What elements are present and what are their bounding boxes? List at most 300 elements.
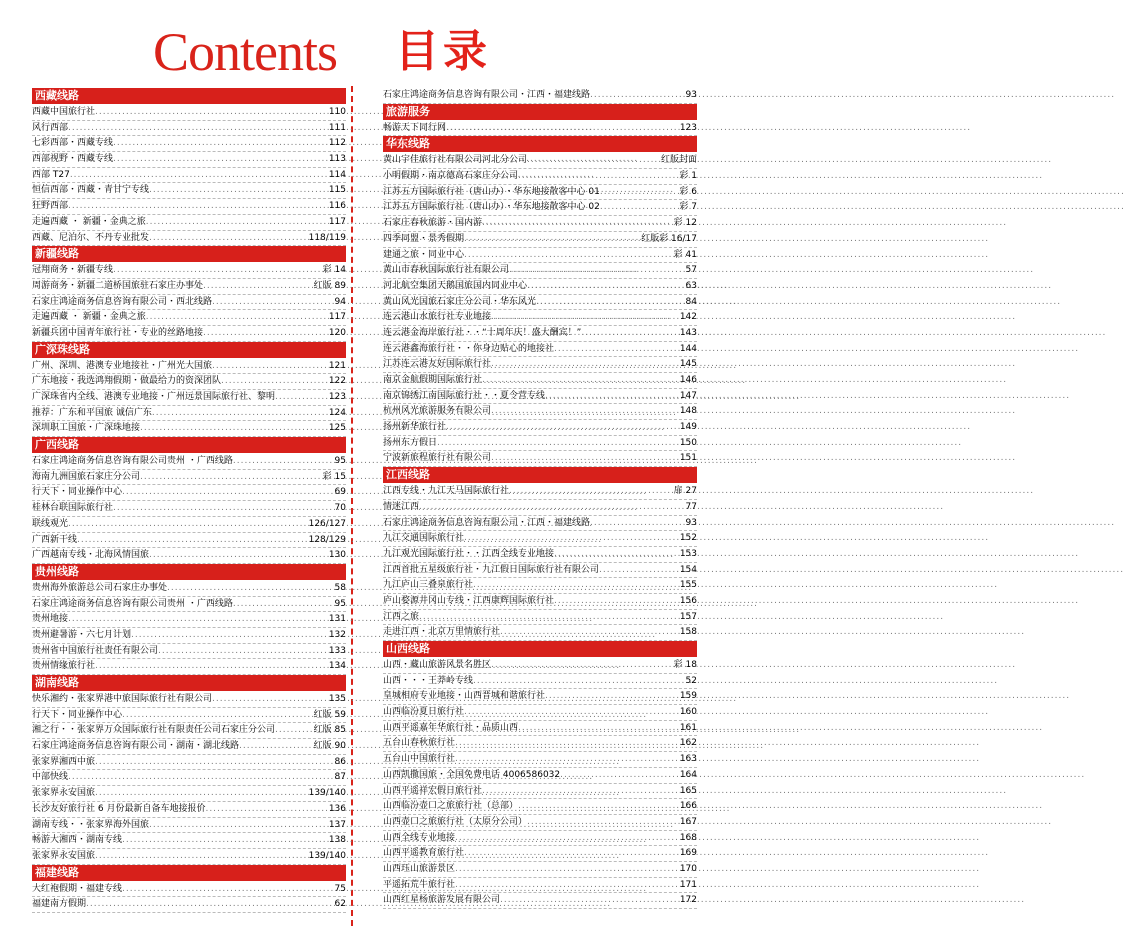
entry-name: 广西越南专线・北海风情国旅: [32, 550, 150, 561]
toc-entry[interactable]: [32, 485, 346, 501]
entry-name: 扬州东方假日: [383, 437, 438, 448]
entry-page: 172: [679, 895, 697, 906]
dot-leader: [113, 136, 327, 151]
entry-name: 连云港山水旅行社专业地接: [383, 312, 492, 323]
section-header: 西藏线路: [32, 88, 346, 104]
toc-entry[interactable]: [383, 736, 697, 752]
entry-name: 江西首批五星级旅行社・九江假日国际旅行社有限公司: [383, 564, 600, 575]
entry-name: 广西新干线: [32, 534, 78, 545]
dot-leader: [149, 548, 327, 563]
entry-page: 157: [679, 611, 697, 622]
toc-entry[interactable]: [383, 563, 697, 579]
entry-name: 连云港金海岸旅行社・・“十周年庆！盛大酬宾！”: [383, 327, 582, 338]
entry-page: 彩 7: [679, 202, 697, 213]
entry-name: 山西・藏山旅游风景名胜区: [383, 660, 492, 670]
toc-entry[interactable]: [32, 802, 346, 818]
entry-name: 山西全线专业地接: [383, 832, 456, 843]
dot-leader: [212, 359, 327, 374]
toc-entry[interactable]: [32, 755, 346, 771]
toc-entry[interactable]: [383, 88, 697, 104]
dot-leader: [455, 862, 678, 877]
toc-entry[interactable]: [383, 799, 697, 815]
toc-entry[interactable]: [383, 389, 697, 405]
toc-entry[interactable]: [32, 581, 346, 597]
dot-leader: [149, 818, 327, 833]
toc-entry[interactable]: [383, 658, 697, 674]
toc-entry[interactable]: [32, 692, 346, 708]
dot-leader: [500, 625, 678, 640]
entry-name: 山西・・・王莽岭专线: [383, 675, 474, 686]
toc-entry[interactable]: [32, 501, 346, 517]
toc-entry[interactable]: [383, 263, 697, 279]
header: [0, 22, 699, 82]
entry-name: 推荐：广东和平国旅 诚信广东: [32, 407, 152, 418]
entry-page: 112: [328, 138, 346, 149]
toc-entry[interactable]: [383, 185, 697, 201]
toc-entry[interactable]: [383, 169, 697, 185]
entry-name: 走进江西・北京万里情旅行社: [383, 627, 501, 638]
toc-entry[interactable]: [383, 721, 697, 737]
entry-page: 162: [679, 738, 697, 749]
toc-entry[interactable]: [383, 815, 697, 831]
entry-page: 52: [685, 675, 697, 686]
toc-entry[interactable]: [32, 739, 346, 755]
toc-entry[interactable]: [383, 878, 697, 894]
toc-entry[interactable]: [32, 849, 346, 865]
title-english: Contents: [153, 22, 338, 82]
dot-leader: [146, 310, 327, 325]
toc-entry[interactable]: [32, 168, 346, 184]
dot-leader: [455, 752, 678, 767]
dot-leader: [491, 310, 678, 325]
entry-name: 山西平遥嘉年华旅行社・品质山西: [383, 722, 519, 733]
dot-leader: [464, 705, 678, 720]
entry-page: 147: [679, 390, 697, 401]
entry-name: 江西专线・九江天马国际旅行社: [383, 486, 510, 497]
entry-name: 张家界永安国旅: [32, 850, 96, 861]
toc-entry[interactable]: [383, 484, 697, 500]
toc-entry[interactable]: [383, 516, 697, 532]
toc-entry[interactable]: [32, 470, 346, 486]
toc-entry[interactable]: [32, 406, 346, 422]
entry-page: 145: [679, 359, 697, 370]
entry-page: 124: [328, 407, 346, 418]
entry-page: 87: [334, 772, 346, 783]
dot-leader: [95, 755, 333, 770]
dot-leader: [86, 897, 333, 912]
entry-name: 贵州海外旅游总公司石家庄办事处: [32, 582, 168, 593]
entry-name: 江西之旅: [383, 611, 420, 622]
entry-name: 江苏连云港友好国际旅行社: [383, 359, 492, 370]
entry-name: 四季同盟・景秀假期: [383, 233, 465, 244]
entry-page: 132: [328, 629, 346, 640]
toc-entry[interactable]: [383, 404, 697, 420]
toc-entry[interactable]: [32, 786, 346, 802]
toc-entry[interactable]: [383, 578, 697, 594]
toc-entry[interactable]: [383, 420, 697, 436]
entry-page: 151: [679, 453, 697, 464]
entry-name: 中部快线: [32, 772, 69, 783]
entry-page: 111: [328, 122, 346, 133]
entry-name: 山西凯撒国旅・全国免费电话 4006586032: [383, 769, 561, 780]
entry-name: 张家界永安国旅: [32, 788, 96, 799]
dot-leader: [599, 563, 678, 578]
entry-name: 山西壶口之旅旅行社（太原分公司）: [383, 816, 528, 827]
entry-page: 58: [334, 582, 346, 593]
entry-name: 黄山风光国旅石家庄分公司・华东风光: [383, 296, 537, 307]
toc-entry[interactable]: [32, 215, 346, 231]
dot-leader: [491, 658, 672, 673]
entry-name: 张家界湘西中旅: [32, 756, 96, 767]
entry-name: 恒信西部・西藏・青甘宁专线: [32, 185, 150, 196]
toc-entry[interactable]: [32, 770, 346, 786]
entry-name: 贵州情缘旅行社: [32, 661, 96, 672]
entry-page: 彩 14: [322, 265, 346, 276]
right-column: [383, 88, 697, 909]
entry-page: 171: [679, 879, 697, 890]
toc-entry[interactable]: [383, 862, 697, 878]
toc-entry[interactable]: [383, 436, 697, 452]
dot-leader: [590, 88, 684, 103]
toc-entry[interactable]: [32, 359, 346, 375]
entry-name: 黄山市春秋国际旅行社有限公司: [383, 265, 510, 276]
entry-page: 110: [328, 107, 346, 117]
entry-page: 156: [679, 595, 697, 606]
entry-name: 新疆兵团中国青年旅行社・专业的丝路地接: [32, 327, 204, 338]
entry-name: 广东地接・我选鸿翔假期・做最给力的资深团队: [32, 376, 222, 387]
toc-entry[interactable]: [32, 279, 346, 295]
section-header: 华东线路: [383, 136, 697, 152]
entry-page: 167: [679, 816, 697, 827]
toc-entry[interactable]: [32, 644, 346, 660]
toc-entry[interactable]: [383, 295, 697, 311]
dot-leader: [113, 501, 333, 516]
toc-entry[interactable]: [32, 597, 346, 613]
dot-leader: [113, 263, 321, 278]
entry-name: 西部 T27: [32, 169, 70, 180]
dot-leader: [500, 893, 678, 908]
toc-entry[interactable]: [383, 705, 697, 721]
toc-entry[interactable]: [32, 548, 346, 564]
entry-page: 77: [685, 501, 697, 512]
toc-entry[interactable]: [32, 136, 346, 152]
left-column: [32, 88, 346, 913]
toc-entry[interactable]: [383, 451, 697, 467]
entry-page: 154: [679, 564, 697, 575]
entry-name: 福建南方假期: [32, 899, 87, 910]
toc-entry[interactable]: [32, 517, 346, 533]
toc-entry[interactable]: [383, 625, 697, 641]
entry-name: 山西平遥祥宏假日旅行社: [383, 785, 483, 796]
entry-name: 宁波新旅程旅行社有限公司: [383, 453, 492, 464]
entry-page: 136: [328, 803, 346, 814]
dot-leader: [446, 121, 678, 136]
dot-leader: [203, 279, 312, 294]
entry-name: 风行西部: [32, 122, 69, 133]
toc-entry[interactable]: [32, 231, 346, 247]
toc-entry[interactable]: [32, 263, 346, 279]
entry-name: 畅游大湘西・湖南专线: [32, 835, 123, 846]
entry-page: 红版 89: [313, 280, 346, 291]
entry-name: 广深珠省内全线、港澳专业地接・广州远景国际旅行社、黎明: [32, 392, 276, 402]
toc-entry[interactable]: [383, 326, 697, 342]
toc-entry[interactable]: [32, 708, 346, 724]
dot-leader: [158, 644, 327, 659]
dot-leader: [212, 692, 327, 707]
entry-name: 山西临汾壶口之旅旅行社（总部）: [383, 801, 519, 812]
entry-name: 山西平遥教育旅行社: [383, 848, 465, 859]
entry-page: 57: [685, 265, 697, 276]
dot-leader: [473, 674, 684, 689]
toc-entry[interactable]: [383, 594, 697, 610]
toc-entry[interactable]: [32, 454, 346, 470]
dot-leader: [491, 451, 678, 466]
entry-page: 144: [679, 343, 697, 354]
dot-leader: [131, 628, 327, 643]
entry-page: 131: [328, 614, 346, 625]
entry-page: 彩 18: [673, 660, 697, 670]
dot-leader: [275, 390, 327, 405]
entry-page: 128/129: [308, 534, 346, 545]
dot-leader: [437, 436, 678, 451]
entry-page: 155: [679, 580, 697, 591]
toc-entry[interactable]: [32, 628, 346, 644]
entry-name: 连云港鑫海旅行社・・你身边贴心的地接社: [383, 343, 555, 354]
toc-entry[interactable]: [383, 531, 697, 547]
entry-page: 121: [328, 360, 346, 371]
toc-entry[interactable]: [383, 784, 697, 800]
entry-name: 快乐湘约・张家界港中旅国际旅行社有限公司: [32, 694, 213, 704]
toc-entry[interactable]: [32, 659, 346, 675]
toc-entry[interactable]: [32, 152, 346, 168]
dot-leader: [203, 326, 327, 341]
dot-leader: [140, 421, 327, 436]
dot-leader: [275, 723, 312, 738]
toc-entry[interactable]: [32, 612, 346, 628]
entry-page: 123: [328, 392, 346, 402]
entry-name: 建通之旅・同业中心: [383, 249, 465, 260]
toc-entry[interactable]: [383, 216, 697, 232]
entry-page: 139/140: [308, 788, 346, 799]
entry-page: 彩 15: [322, 471, 346, 482]
entry-name: 周游商务・新疆二道桥国旅驻石家庄办事处: [32, 280, 204, 291]
toc-entry[interactable]: [32, 310, 346, 326]
dot-leader: [68, 517, 307, 532]
entry-page: 135: [328, 694, 346, 704]
toc-entry[interactable]: [383, 768, 697, 784]
entry-name: 黄山宇佳旅行社有限公司河北分公司: [383, 155, 528, 166]
entry-page: 153: [679, 548, 697, 559]
toc-entry[interactable]: [383, 752, 697, 768]
dot-leader: [221, 374, 327, 389]
dot-leader: [122, 708, 312, 723]
entry-page: 134: [328, 661, 346, 672]
entry-name: 南京金航假期国际旅行社: [383, 375, 483, 385]
toc-entry[interactable]: [383, 153, 697, 169]
entry-page: 158: [679, 627, 697, 638]
toc-entry[interactable]: [383, 674, 697, 690]
entry-page: 93: [685, 90, 697, 100]
entry-name: 平遥拓荒牛旅行社: [383, 879, 456, 890]
dot-leader: [554, 594, 678, 609]
entry-page: 94: [334, 296, 346, 307]
entry-page: 114: [328, 169, 346, 180]
toc-entry[interactable]: [32, 121, 346, 137]
dot-leader: [233, 597, 333, 612]
entry-page: 120: [328, 327, 346, 338]
section-header: 山西线路: [383, 641, 697, 657]
toc-entry[interactable]: [32, 295, 346, 311]
entry-name: 桂林台联国际旅行社: [32, 503, 114, 514]
entry-name: 河北航空集团天鹅国旅国内同业中心: [383, 280, 528, 291]
toc-entry[interactable]: [383, 232, 697, 248]
dot-leader: [122, 485, 333, 500]
entry-name: 石家庄鸿途商务信息咨询有限公司贵州 ・广西线路: [32, 598, 233, 609]
toc-entry[interactable]: [32, 818, 346, 834]
entry-page: 165: [679, 785, 697, 796]
entry-name: 庐山婺源井冈山专线・江西康辉国际旅行社: [383, 595, 555, 606]
toc-entry[interactable]: [32, 199, 346, 215]
entry-page: 125: [328, 423, 346, 434]
dot-leader: [545, 689, 678, 704]
toc-entry[interactable]: [32, 882, 346, 898]
toc-entry[interactable]: [32, 533, 346, 549]
entry-page: 168: [679, 832, 697, 843]
entry-name: 九江交通国际旅行社: [383, 533, 465, 544]
dot-leader: [554, 342, 678, 357]
entry-page: 84: [685, 296, 697, 307]
toc-entry[interactable]: [383, 689, 697, 705]
toc-entry[interactable]: [383, 342, 697, 358]
toc-entry[interactable]: [383, 831, 697, 847]
entry-name: 石家庄鸿途商务信息咨询有限公司・湖南・湖北线路: [32, 741, 240, 752]
dot-leader: [239, 739, 312, 754]
entry-page: 彩 1: [679, 171, 697, 182]
entry-page: 123: [679, 122, 697, 133]
dot-leader: [68, 770, 333, 785]
dot-leader: [482, 784, 678, 799]
toc-entry[interactable]: [32, 723, 346, 739]
toc-entry[interactable]: [32, 326, 346, 342]
entry-name: 九江庐山三叠泉旅行社: [383, 580, 474, 591]
entry-name: 南京锦绣江南国际旅行社・・夏令营专线: [383, 390, 546, 401]
dot-leader: [482, 373, 678, 388]
entry-page: 红版 59: [313, 709, 346, 720]
dot-leader: [233, 454, 333, 469]
entry-name: 西藏、尼泊尔、不丹专业批发: [32, 232, 150, 243]
entry-name: 石家庄鸿途商务信息咨询有限公司・江西・福建线路: [383, 517, 591, 528]
dot-leader: [464, 846, 678, 861]
entry-page: 159: [679, 691, 697, 702]
dot-leader: [518, 799, 678, 814]
dot-leader: [167, 581, 333, 596]
toc-entry[interactable]: [32, 833, 346, 849]
entry-page: 红版封面: [660, 155, 697, 166]
entry-name: 九江观光国际旅行社・・江西全线专业地接: [383, 548, 555, 559]
toc-entry[interactable]: [383, 310, 697, 326]
toc-entry[interactable]: [383, 200, 697, 216]
dot-leader: [149, 183, 327, 198]
toc-entry[interactable]: [383, 248, 697, 264]
dot-leader: [527, 815, 678, 830]
section-header: 湖南线路: [32, 675, 346, 691]
dot-leader: [509, 263, 684, 278]
entry-name: 大红袍假期・福建专线: [32, 883, 123, 894]
entry-name: 七彩西部・西藏专线: [32, 138, 114, 149]
dot-leader: [446, 420, 678, 435]
entry-page: 69: [334, 487, 346, 498]
dot-leader: [527, 153, 659, 168]
entry-page: 彩 41: [673, 249, 697, 260]
entry-page: 63: [685, 280, 697, 291]
section-header: 新疆线路: [32, 246, 346, 262]
entry-page: 164: [679, 769, 697, 780]
toc-entry[interactable]: [32, 374, 346, 390]
entry-page: 166: [679, 801, 697, 812]
toc-entry[interactable]: [383, 357, 697, 373]
toc-entry[interactable]: [383, 373, 697, 389]
toc-entry[interactable]: [32, 390, 346, 406]
dot-leader: [464, 232, 639, 247]
entry-page: 139/140: [308, 850, 346, 861]
toc-entry[interactable]: [383, 121, 697, 137]
dot-leader: [536, 295, 684, 310]
section-header: 广深珠线路: [32, 342, 346, 358]
dot-leader: [482, 216, 672, 231]
dot-leader: [455, 831, 678, 846]
entry-name: 江苏五方国际旅行社（唐山办）・华东地接散客中心 02: [383, 202, 600, 213]
toc-entry[interactable]: [32, 105, 346, 121]
entry-name: 山西红星杨旅游发展有限公司: [383, 895, 501, 906]
dot-leader: [600, 185, 678, 200]
entry-name: 走遍西藏 ・ 新疆・金典之旅: [32, 216, 146, 227]
entry-page: 118/119: [308, 232, 346, 243]
toc-entry[interactable]: [32, 183, 346, 199]
entry-name: 山西珏山旅游景区: [383, 863, 456, 874]
entry-page: 137: [328, 819, 346, 830]
toc-entry[interactable]: [383, 279, 697, 295]
entry-name: 山西临汾夏日旅行社: [383, 707, 465, 718]
dot-leader: [518, 721, 678, 736]
toc-entry[interactable]: [383, 547, 697, 563]
entry-page: 169: [679, 848, 697, 859]
toc-entry[interactable]: [383, 893, 697, 909]
toc-entry[interactable]: [32, 421, 346, 437]
dot-leader: [491, 404, 678, 419]
toc-entry[interactable]: [383, 500, 697, 516]
title-chinese: 目录: [395, 26, 491, 77]
entry-name: 杭州风光旅游服务有限公司: [383, 406, 492, 417]
toc-entry[interactable]: [383, 610, 697, 626]
dot-leader: [491, 357, 678, 372]
entry-name: 扬州新华旅行社: [383, 422, 447, 433]
entry-page: 95: [334, 456, 346, 467]
entry-name: 湘之行・・张家界万众国际旅行社有限责任公司石家庄分公司: [32, 725, 276, 736]
entry-page: 143: [679, 327, 697, 338]
dot-leader: [581, 326, 677, 341]
entry-page: 86: [334, 756, 346, 767]
entry-page: 163: [679, 754, 697, 765]
dot-leader: [455, 878, 678, 893]
dot-leader: [554, 547, 678, 562]
entry-page: 122: [328, 376, 346, 387]
entry-name: 石家庄鸿途商务信息咨询有限公司・江西・福建线路: [383, 90, 591, 100]
toc-entry[interactable]: [32, 897, 346, 913]
entry-page: 红版彩 16/17: [641, 233, 697, 244]
dot-leader: [95, 849, 307, 864]
toc-entry[interactable]: [383, 846, 697, 862]
dot-leader: [68, 199, 327, 214]
